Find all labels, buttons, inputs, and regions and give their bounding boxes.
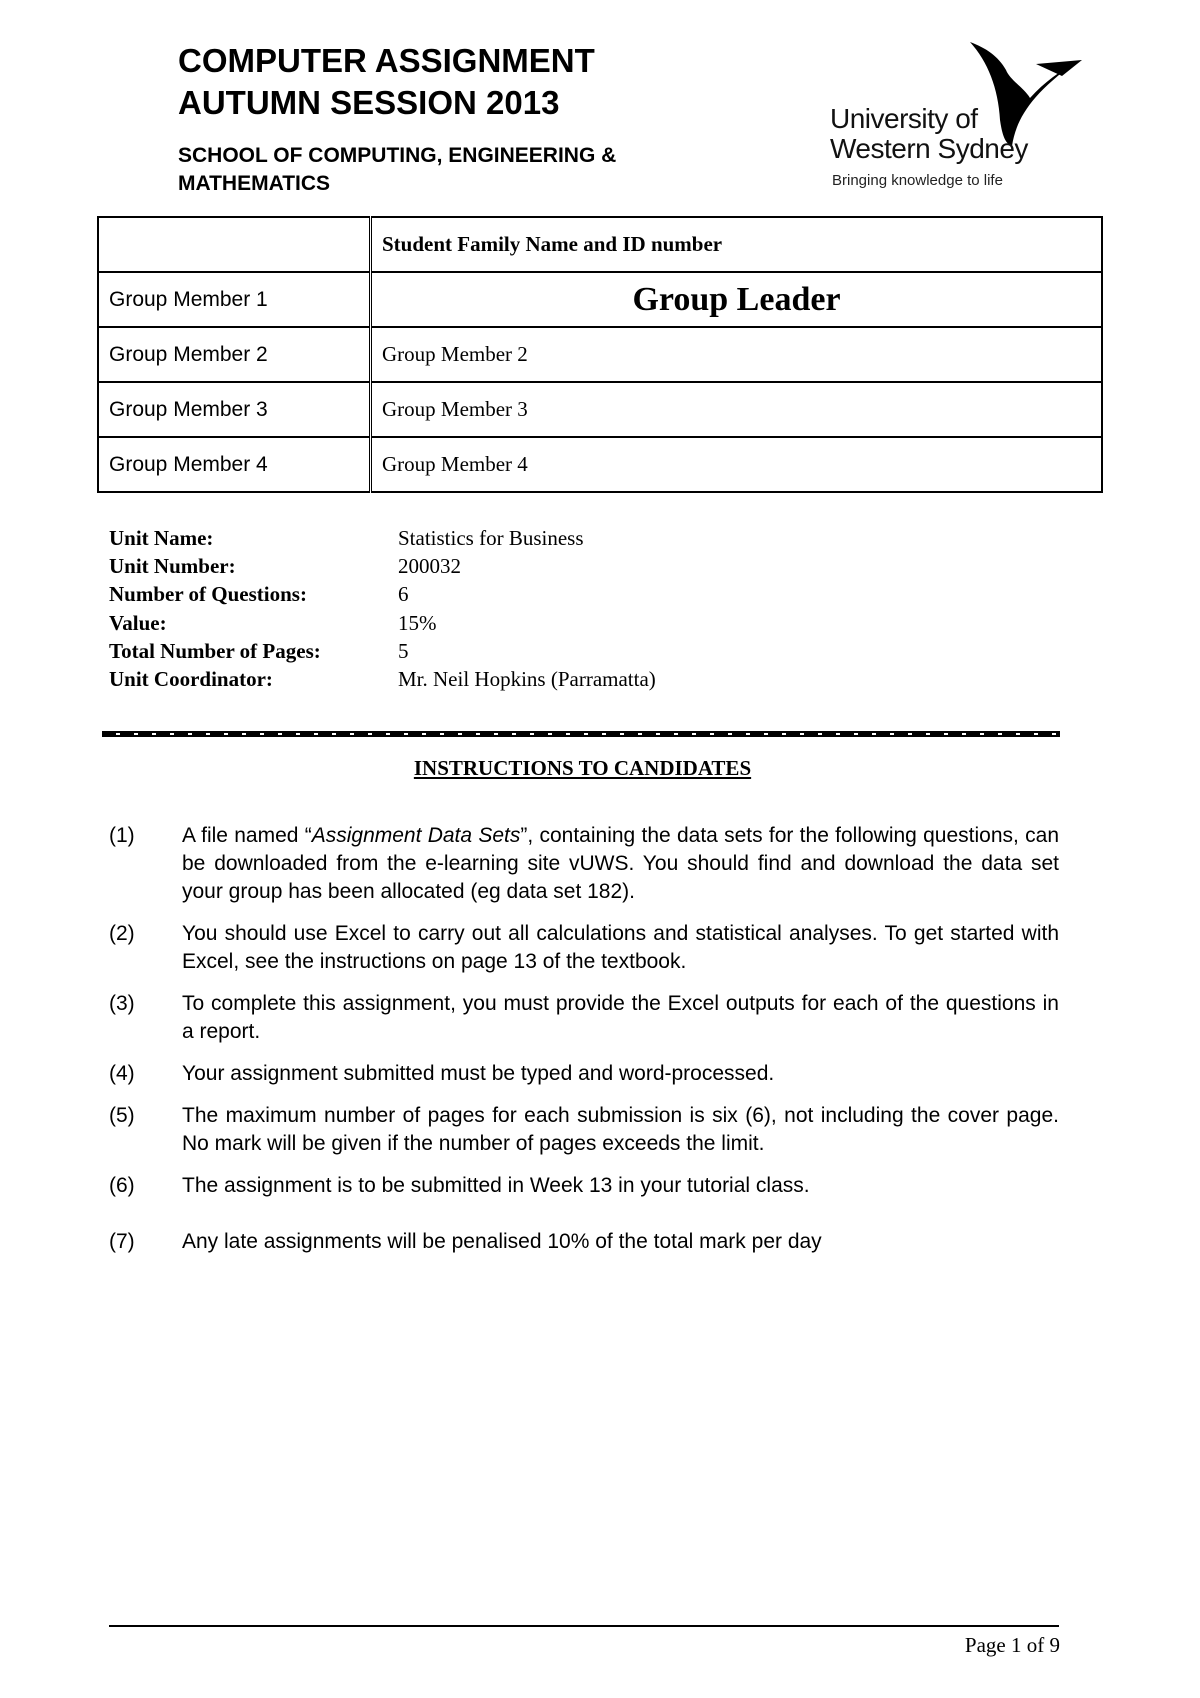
info-row-unit-name [109,524,656,552]
item-text: To complete this assignment, you must provide the Excel outputs for each of the questions in a report. [182,992,1059,1043]
member-label: Group Member 3 [98,382,371,437]
item-number: (2) [109,922,135,945]
school-line-2: MATHEMATICS [178,172,331,195]
item-text: You should use Excel to carry out all calculations and statistical analyses. To get started with Excel, see the instructions on page 13 of the textbook. [182,922,1059,973]
item-number: (6) [109,1174,135,1197]
item-number: (1) [109,824,135,847]
school-line-1: SCHOOL OF COMPUTING, ENGINEERING & [178,144,617,167]
list-item [109,990,1059,1046]
member-name-field[interactable]: Group Member 2 [371,327,1103,382]
section-divider [102,731,1060,737]
table-row [98,437,1102,492]
item-text: The assignment is to be submitted in Week 13 in your tutorial class. [182,1174,810,1197]
info-label: Number of Questions: [109,582,307,607]
item-text: Your assignment submitted must be typed and word-processed. [182,1062,775,1085]
info-row-number-of-questions [109,580,656,608]
title-line-2: AUTUMN SESSION 2013 [178,84,560,121]
info-row-unit-coordinator [109,665,656,693]
table-header-right: Student Family Name and ID number [371,217,1103,272]
list-item [109,1102,1059,1158]
info-label: Unit Name: [109,526,214,550]
member-label: Group Member 1 [98,272,371,327]
info-label: Unit Coordinator: [109,667,273,692]
item-number: (4) [109,1062,135,1085]
info-value: 6 [398,582,409,607]
member-label: Group Member 2 [98,327,371,382]
table-header-row [98,217,1102,272]
info-row-unit-number [109,552,656,580]
document-title [178,40,595,124]
item-text-pre: A file named “ [182,824,312,847]
unit-info [109,524,656,693]
page-number: Page 1 of 9 [964,1633,1060,1657]
table-row [98,272,1102,327]
member-name-field[interactable]: Group Leader [371,272,1103,327]
list-item [109,1228,1059,1256]
info-value: Mr. Neil Hopkins (Parramatta) [398,667,656,692]
info-row-total-pages [109,637,656,665]
info-label: Unit Number: [109,554,236,579]
instructions-heading: INSTRUCTIONS TO CANDIDATES [413,756,752,780]
info-value: 5 [398,638,409,663]
item-number: (3) [109,992,135,1015]
logo-name [830,104,1028,164]
item-number: (7) [109,1230,135,1253]
university-logo [830,40,1100,200]
item-text [182,822,1059,906]
footer-divider [109,1625,1059,1627]
member-label: Group Member 4 [98,437,371,492]
table-header-left [98,217,371,272]
instructions-list [109,822,1059,1256]
info-label: Value: [109,610,167,635]
member-name-field[interactable]: Group Member 4 [371,437,1103,492]
list-item [109,1172,1059,1200]
table-row [98,327,1102,382]
list-item [109,920,1059,976]
school-name [178,142,738,198]
item-text-emphasis: Assignment Data Sets [311,824,521,847]
item-number: (5) [109,1104,135,1127]
item-text: Any late assignments will be penalised 10% of the total mark per day [182,1230,822,1253]
info-row-value [109,609,656,637]
info-label: Total Number of Pages: [109,638,321,663]
logo-name-line-2: Western Sydney [830,133,1028,164]
member-name-field[interactable]: Group Member 3 [371,382,1103,437]
info-value: 15% [398,610,437,635]
info-value: 200032 [398,554,461,579]
logo-name-line-1: University of [830,103,978,134]
item-text-post: ”, containing the data sets for the following questions, can be downloaded from the e-learning site vUWS. You should find and download the data set your group has been allocated (eg data set 182). [182,824,1059,903]
list-item [109,1060,1059,1088]
info-value: Statistics for Business [398,526,584,550]
list-item [109,822,1059,906]
logo-tagline: Bringing knowledge to life [832,172,1003,189]
title-line-1: COMPUTER ASSIGNMENT [178,42,595,79]
item-text: The maximum number of pages for each submission is six (6), not including the cover page. No mark will be given if the number of pages exceeds the limit. [182,1104,1059,1155]
table-row [98,382,1102,437]
group-members-table [97,216,1103,493]
